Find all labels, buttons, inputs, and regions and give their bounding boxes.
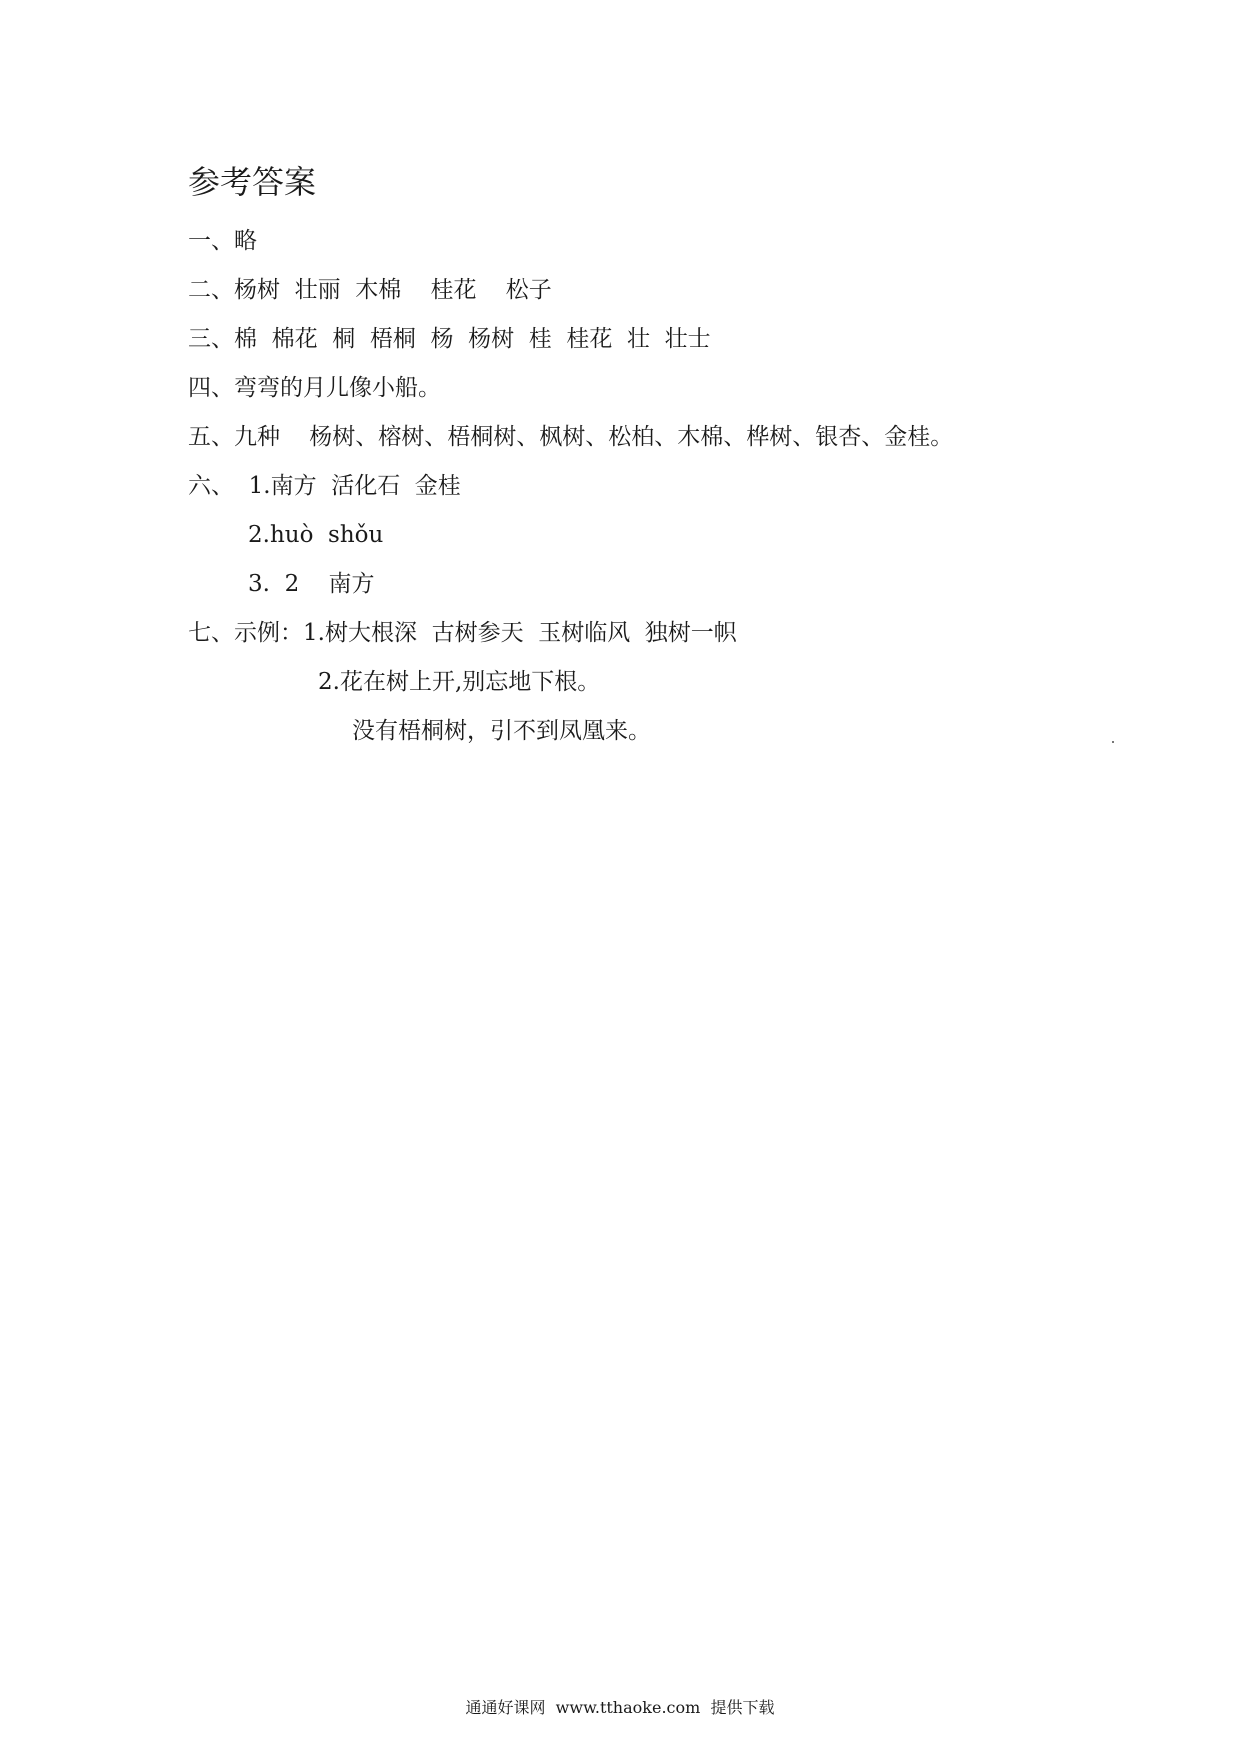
footer-credit: 通通好课网 www.tthaoke.com 提供下载 [465,1698,775,1717]
answer-line-7-2: 2.花在树上开,别忘地下根。 [318,669,601,695]
scan-speck [1112,741,1114,743]
answer-line-2: 二、杨树 壮丽 木棉 桂花 松子 [188,277,552,303]
answer-line-6-3: 3. 2 南方 [248,571,375,597]
answer-line-7-3: 没有梧桐树，引不到凤凰来。 [352,718,651,744]
answer-line-4: 四、弯弯的月儿像小船。 [188,375,441,401]
answer-line-6: 六、 1.南方 活化石 金桂 [188,473,461,499]
answer-line-1: 一、略 [188,228,257,254]
answer-line-5: 五、九种 杨树、榕树、梧桐树、枫树、松柏、木棉、桦树、银杏、金桂。 [188,424,954,450]
answer-line-7: 七、示例：1.树大根深 古树参天 玉树临风 独树一帜 [188,620,737,646]
answer-line-3: 三、棉 棉花 桐 梧桐 杨 杨树 桂 桂花 壮 壮士 [188,326,711,352]
answer-line-6-2: 2.huò shǒu [248,522,384,548]
page-title: 参考答案 [188,163,317,201]
